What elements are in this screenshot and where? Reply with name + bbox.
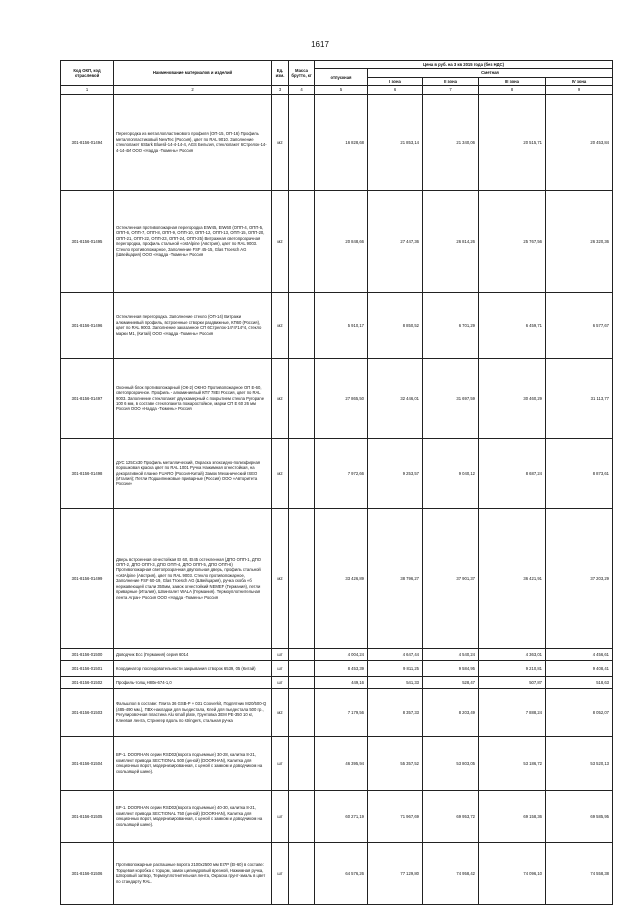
price-zone-4: 20 453,84 bbox=[546, 94, 613, 190]
table-row bbox=[61, 358, 613, 438]
table-row bbox=[61, 648, 613, 660]
price-zone-3: 4 363,01 bbox=[479, 648, 546, 660]
price-zone-1: 32 446,01 bbox=[368, 358, 423, 438]
price-zone-4: 8 873,61 bbox=[546, 438, 613, 508]
price-zone-2: 69 953,72 bbox=[423, 790, 479, 842]
item-name: Доводчик Ecc (Германия) серия 6014 bbox=[114, 648, 272, 660]
item-name: Фальшпол в составе: Плита 36 GSB-P + 031 Cooverkit, Подпятник М20/500-Q (485-490 мм.), ПВХ-накладки для пьедестала, Клей для пьедестала 500 гр., Регулировочная пластина Alu small plate, Грунтовка ЗЕМ PE-350 10 кг, Клеевая лента, Стрингер вдоль по stringers, стальная ручка bbox=[114, 688, 272, 736]
item-name: Перегородка из металлопластикового профиля (ОП-15, ОП-16) Профиль металлопластиковый NewTec (Россия), цвет по RAL 9010. Заполнение стеклопакет 6Stark Bluesil-14-4-14-4, AGS Бельгия, стеклопакет 6Стрелок-14-4-14-4И ООО «Надда -Тюмень» Россия bbox=[114, 94, 272, 190]
price-zone-2: 9 040,12 bbox=[423, 438, 479, 508]
price-zone-4: 8 052,07 bbox=[546, 688, 613, 736]
item-code: 301-8156-01503 bbox=[61, 688, 114, 736]
item-code: 301-8156-01497 bbox=[61, 358, 114, 438]
price-otpusk: 60 271,19 bbox=[315, 790, 368, 842]
item-mass bbox=[289, 508, 315, 648]
price-zone-1: 9 253,57 bbox=[368, 438, 423, 508]
item-code: 301-8156-01506 bbox=[61, 842, 114, 904]
header-otpusk: отпускная bbox=[315, 69, 368, 86]
item-code: 301-8156-01499 bbox=[61, 508, 114, 648]
item-code: 301-8156-01494 bbox=[61, 94, 114, 190]
price-zone-3: 9 210,81 bbox=[479, 660, 546, 676]
item-unit: м2 bbox=[272, 94, 289, 190]
item-code: 301-8156-01505 bbox=[61, 790, 114, 842]
price-otpusk: 7 972,66 bbox=[315, 438, 368, 508]
column-index-row bbox=[61, 86, 613, 94]
item-code: 301-8156-01501 bbox=[61, 660, 114, 676]
col-index: 7 bbox=[423, 86, 479, 94]
price-zone-1: 8 357,33 bbox=[368, 688, 423, 736]
price-zone-4: 9 408,41 bbox=[546, 660, 613, 676]
item-code: 301-8156-01498 bbox=[61, 438, 114, 508]
item-mass bbox=[289, 842, 315, 904]
item-unit: шт bbox=[272, 648, 289, 660]
header-zone-3: III зона bbox=[479, 77, 546, 85]
item-name: Оконный блок противопожарный (ОК-2) ОКНО Противопожарное ОП Е-60, светопрозрачное. Профиль - алюминиевый КП7 78EI Россия, цвет по RAL 9003. Заполнение стеклопакет двухкамерный с покрытием стекла Pyropane 100 6 мм, в составе стеклопакета пожаростойкое, марки СП Е 60 26 мм Россия ООО «Надда -Тюмень» Россия bbox=[114, 358, 272, 438]
table-row bbox=[61, 190, 613, 292]
col-index: 9 bbox=[546, 86, 613, 94]
item-unit: шт bbox=[272, 842, 289, 904]
price-zone-3: 69 158,36 bbox=[479, 790, 546, 842]
table-row bbox=[61, 660, 613, 676]
item-mass bbox=[289, 676, 315, 688]
table-row bbox=[61, 508, 613, 648]
price-zone-1: 8 850,52 bbox=[368, 292, 423, 358]
item-unit: м2 bbox=[272, 688, 289, 736]
header-zone-4: IV зона bbox=[546, 77, 613, 85]
price-zone-2: 53 803,05 bbox=[423, 736, 479, 790]
price-zone-4: 31 113,77 bbox=[546, 358, 613, 438]
price-zone-4: 69 585,95 bbox=[546, 790, 613, 842]
item-name: Остекленная перегородка. Заполнение стекло (ОП-14) Витражи алюминиевый профиль, встроенные створки раздвижные, КП60 (Россия), цвет по RAL 9003. Заполнение заказанное СП 6Стрелок-14*4*14*4, стекло марки М1, (Китай) ООО «Надда -Тюмень» Россия bbox=[114, 292, 272, 358]
price-zone-3: 30 460,29 bbox=[479, 358, 546, 438]
price-zone-2: 6 701,29 bbox=[423, 292, 479, 358]
header-mass: Масса брутто, кг bbox=[289, 61, 315, 86]
price-zone-2: 8 203,49 bbox=[423, 688, 479, 736]
item-unit: шт bbox=[272, 676, 289, 688]
price-zone-2: 74 958,42 bbox=[423, 842, 479, 904]
header-unit: Ед. изм. bbox=[272, 61, 289, 86]
price-otpusk: 449,16 bbox=[315, 676, 368, 688]
item-name: Противопожарные распашные ворота 2100х2500 мм EI7P (EI-60) в составе: Торцевая коробка с торцом, замок цилиндровый врезной, Нажимная ручка, Шпоровый затвор, Термоуплотнительная лента, Окраска грунт-эмаль в цвет по стандарту RAL. bbox=[114, 842, 272, 904]
item-name: Остекленная противопожарная перегородка EIW45, EIW60 (ОПП-4, ОПП-5, ОПП-6, ОПП-7, ОПП-8, ОПП-9, ОПП-10, ОПП-12, ОПП-13, ОПП-15, ОПП-20, ОПП-21, ОПП-22, ОПП-23, ОПП-24, ОПП-25) Витражная светопрозрачная перегородка, профиль стальной «ostAlpine (Австрия), цвет по RAL 9003. Стекло противопожарное, Заполнение FSF 45-15, Glas Troesch AG (Швейцария) ООО «Надда -Тюмень» Россия bbox=[114, 190, 272, 292]
table-row bbox=[61, 790, 613, 842]
col-index: 6 bbox=[368, 86, 423, 94]
price-zone-1: 77 129,80 bbox=[368, 842, 423, 904]
item-name: Координатор последовательности закрывания створок 6539, 05 (Китай) bbox=[114, 660, 272, 676]
price-zone-2: 26 814,26 bbox=[423, 190, 479, 292]
price-zone-4: 518,63 bbox=[546, 676, 613, 688]
item-name: ВР-1. DOORHAN серии RSD02(ворота подъемные) 30-28, калитка 8-21, комплект привода SECTIONAL 500 (ценой) (DOORHAN), Калитка для секционных ворот, модернизированная, с ценой с замком и доводчиком на скользящей шине). bbox=[114, 736, 272, 790]
price-zone-3: 6 459,71 bbox=[479, 292, 546, 358]
item-code: 301-8156-01500 bbox=[61, 648, 114, 660]
price-otpusk: 5 910,17 bbox=[315, 292, 368, 358]
header-smeta: Сметная bbox=[368, 69, 613, 77]
item-unit: шт bbox=[272, 790, 289, 842]
price-zone-4: 53 520,13 bbox=[546, 736, 613, 790]
price-zone-4: 26 320,36 bbox=[546, 190, 613, 292]
table-row bbox=[61, 842, 613, 904]
price-zone-1: 38 796,27 bbox=[368, 508, 423, 648]
item-mass bbox=[289, 438, 315, 508]
col-index: 1 bbox=[61, 86, 114, 94]
item-unit: м2 bbox=[272, 438, 289, 508]
price-zone-3: 25 767,56 bbox=[479, 190, 546, 292]
table-row bbox=[61, 688, 613, 736]
price-otpusk: 20 848,66 bbox=[315, 190, 368, 292]
price-zone-3: 53 186,72 bbox=[479, 736, 546, 790]
item-code: 301-8156-01504 bbox=[61, 736, 114, 790]
price-otpusk: 7 179,56 bbox=[315, 688, 368, 736]
price-zone-2: 9 584,95 bbox=[423, 660, 479, 676]
price-zone-3: 20 515,71 bbox=[479, 94, 546, 190]
item-mass bbox=[289, 358, 315, 438]
item-unit: шт bbox=[272, 660, 289, 676]
item-unit: м2 bbox=[272, 190, 289, 292]
header-zone-1: I зона bbox=[368, 77, 423, 85]
price-zone-2: 37 901,37 bbox=[423, 508, 479, 648]
price-zone-2: 528,47 bbox=[423, 676, 479, 688]
price-zone-1: 541,33 bbox=[368, 676, 423, 688]
item-mass bbox=[289, 790, 315, 842]
item-mass bbox=[289, 688, 315, 736]
item-code: 301-8156-01502 bbox=[61, 676, 114, 688]
price-zone-3: 7 888,24 bbox=[479, 688, 546, 736]
table-row bbox=[61, 736, 613, 790]
price-zone-2: 31 697,59 bbox=[423, 358, 479, 438]
table-row bbox=[61, 94, 613, 190]
price-zone-3: 74 096,10 bbox=[479, 842, 546, 904]
col-index: 5 bbox=[315, 86, 368, 94]
item-name: Дверь встроенная огнестойкая EI 60, EI45 остекленная (ДПО ОПП-1, ДПО ОПП-2, ДПО ОПП-3, ДПО ОПП-4, ДПО ОПП-5, ДПО ОПП-6) Противопожарная светопрозрачная двупольная дверь, профиль стальной «ostAlpine (Австрия), цвет по RAL 9003. Стекло противопожарное, Заполнение FSF 60-19, Glas Troesch AG (Швейцария), ручка скоба «б нержавеющей стали 350мм, замок огнестойкий NEMEF (Германия), петли приварные (Италия), Шпингалет WALA (Германия). Термоуплотнительная лента Агран- Россия ООО «Надда -Тюмень» Россия bbox=[114, 508, 272, 648]
price-otpusk: 64 576,26 bbox=[315, 842, 368, 904]
table-body bbox=[61, 94, 613, 904]
price-otpusk: 46 395,94 bbox=[315, 736, 368, 790]
price-zone-1: 27 447,36 bbox=[368, 190, 423, 292]
item-mass bbox=[289, 648, 315, 660]
price-zone-2: 4 540,24 bbox=[423, 648, 479, 660]
item-mass bbox=[289, 94, 315, 190]
item-unit: шт bbox=[272, 736, 289, 790]
item-unit: м2 bbox=[272, 358, 289, 438]
price-otpusk: 16 828,68 bbox=[315, 94, 368, 190]
header-name: Наименование материалов и изделий bbox=[114, 61, 272, 86]
col-index: 8 bbox=[479, 86, 546, 94]
price-otpusk: 8 453,39 bbox=[315, 660, 368, 676]
item-unit: м2 bbox=[272, 292, 289, 358]
item-code: 301-8156-01496 bbox=[61, 292, 114, 358]
price-otpusk: 33 426,89 bbox=[315, 508, 368, 648]
item-code: 301-8156-01495 bbox=[61, 190, 114, 292]
item-unit: м2 bbox=[272, 508, 289, 648]
price-zone-2: 21 340,06 bbox=[423, 94, 479, 190]
item-name: ВР-1. DOORHAN серии RSD02(ворота подъемные) 40-30, калитка 8-21, комплект привода SECTIONAL 750 (ценой) (DOORHAN), Калитка для секционных ворот, модернизированная, с ценой с замком и доводчиком на скользящей шине). bbox=[114, 790, 272, 842]
price-zone-3: 8 687,24 bbox=[479, 438, 546, 508]
item-name: Профиль-толщ Н80к-674-1,0 bbox=[114, 676, 272, 688]
col-index: 2 bbox=[114, 86, 272, 94]
item-name: ДУС 125Сx30 Профиль металлический, Окраска эпоксидно-полиэфирная порошковая краска цвет по RAL 1001 Ручка Нажимная огнестойкая, на декоративной планке FUARO (Россия-Китай) Замок Механический ISEO (Италия); Петли Подшипниковые приварные (Россия) ООО «Авторитета России» bbox=[114, 438, 272, 508]
item-mass bbox=[289, 292, 315, 358]
table-row bbox=[61, 292, 613, 358]
item-mass bbox=[289, 736, 315, 790]
price-zone-4: 74 558,38 bbox=[546, 842, 613, 904]
col-index: 3 bbox=[272, 86, 289, 94]
table-row bbox=[61, 438, 613, 508]
price-zone-4: 4 456,61 bbox=[546, 648, 613, 660]
price-table bbox=[60, 60, 613, 905]
price-zone-1: 71 967,69 bbox=[368, 790, 423, 842]
item-mass bbox=[289, 660, 315, 676]
price-otpusk: 4 004,24 bbox=[315, 648, 368, 660]
header-price-title: Цена в руб. на 3 кв 2015 года (без НДС) bbox=[315, 61, 613, 69]
header-code: Код ОКП, код отраслевой bbox=[61, 61, 114, 86]
price-zone-1: 9 811,25 bbox=[368, 660, 423, 676]
header-zone-2: II зона bbox=[423, 77, 479, 85]
table-row bbox=[61, 676, 613, 688]
price-zone-4: 37 203,29 bbox=[546, 508, 613, 648]
item-mass bbox=[289, 190, 315, 292]
price-zone-1: 55 357,52 bbox=[368, 736, 423, 790]
col-index: 4 bbox=[289, 86, 315, 94]
page-number: 1617 bbox=[311, 40, 329, 49]
price-zone-4: 6 577,67 bbox=[546, 292, 613, 358]
header-row-1 bbox=[61, 61, 613, 69]
price-zone-3: 507,87 bbox=[479, 676, 546, 688]
price-zone-1: 21 853,14 bbox=[368, 94, 423, 190]
price-zone-1: 4 647,44 bbox=[368, 648, 423, 660]
price-otpusk: 27 865,50 bbox=[315, 358, 368, 438]
price-zone-3: 36 421,91 bbox=[479, 508, 546, 648]
